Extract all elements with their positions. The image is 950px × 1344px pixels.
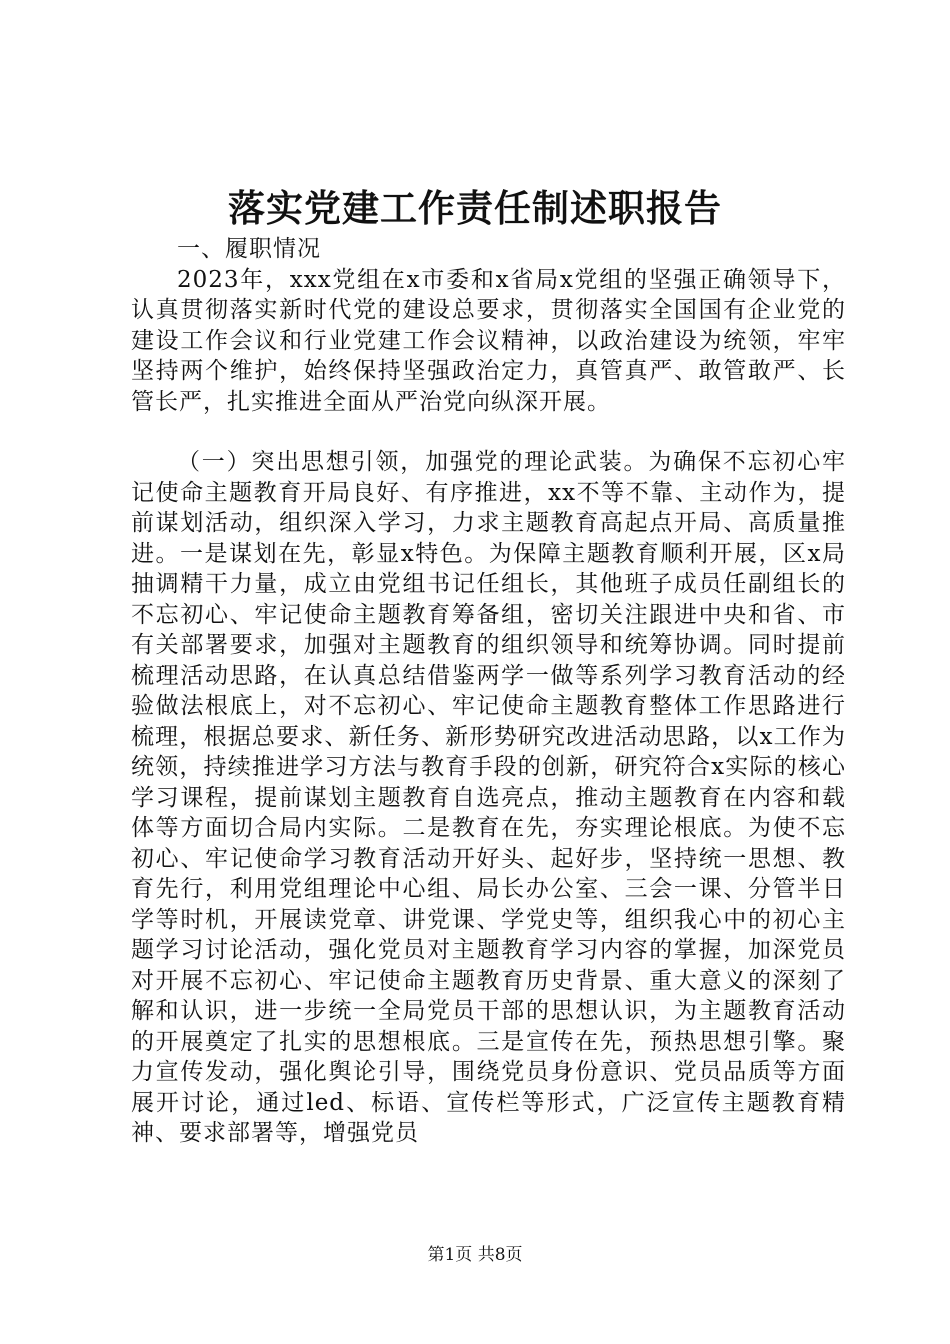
page-number-footer: 第1页 共8页 — [427, 1245, 523, 1265]
paragraph-overview: 2023年，xxx党组在x市委和x省局x党组的坚强正确领导下，认真贯彻落实新时代党的建设总要求，贯彻落实全国国有企业党的建设工作会议和行业党建工作会议精神，以政治建设为统领，牢牢坚持两个维护，始终保持坚强政治定力，真管真严、敢管敢严、长管长严，扎实推进全面从严治党向纵深开展。 — [131, 266, 846, 415]
document-title: 落实党建工作责任制述职报告 — [228, 186, 722, 230]
paragraph-ideological-guidance: （一）突出思想引领，加强党的理论武装。为确保不忘初心牢记使命主题教育开局良好、有序推进，xx不等不靠、主动作为，提前谋划活动，组织深入学习，力求主题教育高起点开局、高质量推进。一是谋划在先，彰显x特色。为保障主题教育顺利开展，区x局抽调精干力量，成立由党组书记任组长，其他班子成员任副组长的不忘初心、牢记使命主题教育筹备组，密切关注跟进中央和省、市有关部署要求，加强对主题教育的组织领导和统筹协调。同时提前梳理活动思路，在认真总结借鉴两学一做等系列学习教育活动的经验做法根底上，对不忘初心、牢记使命主题教育整体工作思路进行梳理，根据总要求、新任务、新形势研究改进活动思路，以x工作为统领，持续推进学习方法与教育手段的创新，研究符合x实际的核心学习课程，提前谋划主题教育自选亮点，推动主题教育在内容和载体等方面切合局内实际。二是教育在先，夯实理论根底。为使不忘初心、牢记使命学习教育活动开好头、起好步，坚持统一思想、教育先行，利用党组理论中心组、局长办公室、三会一课、分管半日学等时机，开展读党章、讲党课、学党史等，组织我心中的初心主题学习讨论活动，强化党员对主题教育学习内容的掌握，加深党员对开展不忘初心、牢记使命主题教育历史背景、重大意义的深刻了解和认识，进一步统一全局党员干部的思想认识，为主题教育活动的开展奠定了扎实的思想根底。三是宣传在先，预热思想引擎。聚力宣传发动，强化舆论引导，围绕党员身份意识、党员品质等方面展开讨论，通过led、标语、宣传栏等形式，广泛宣传主题教育精神、要求部署等，增强党员 — [131, 449, 846, 1146]
section-heading: 一、履职情况 — [177, 236, 321, 262]
document-body — [131, 234, 846, 1149]
